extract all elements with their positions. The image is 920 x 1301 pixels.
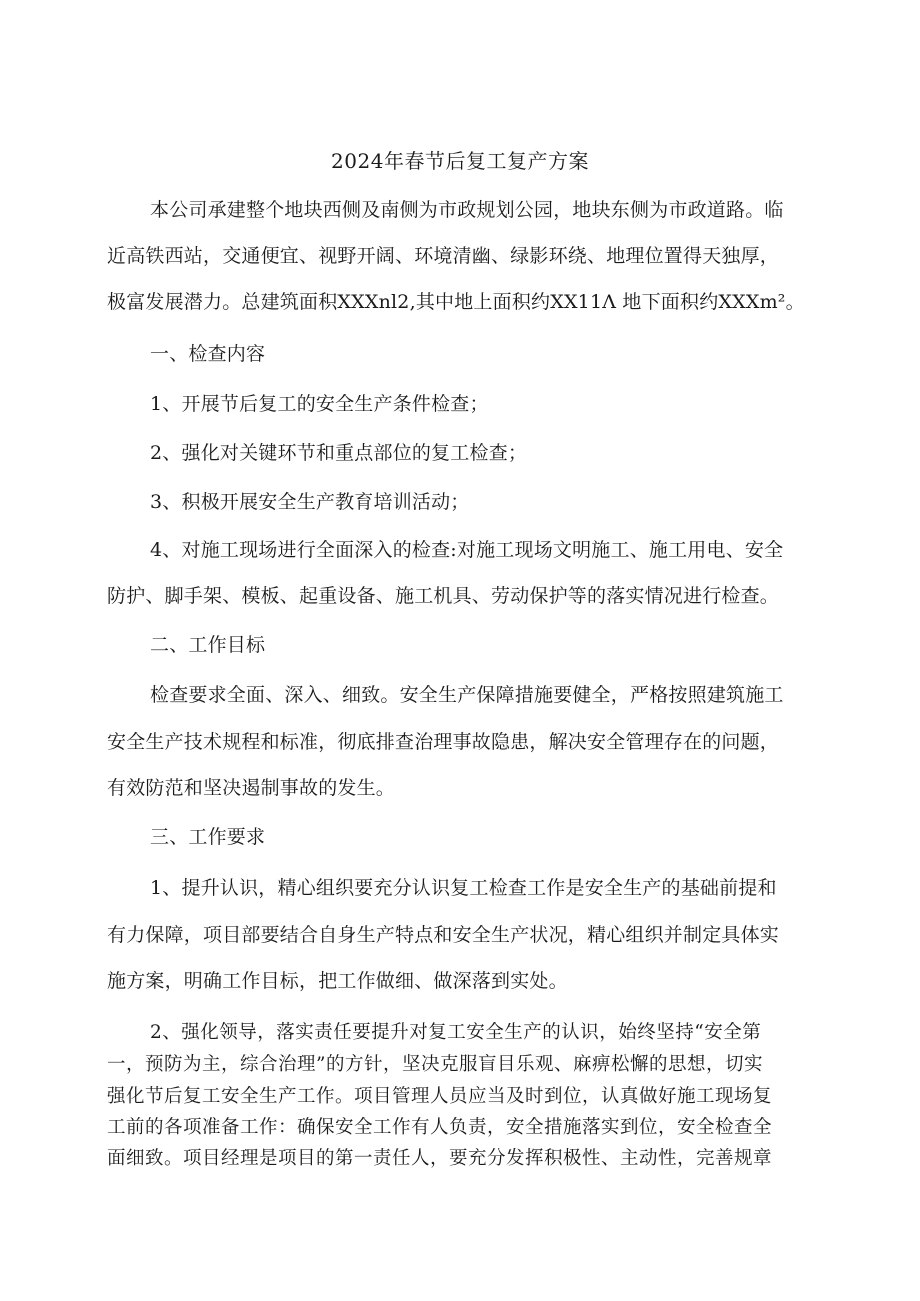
list-item: 4、对施工现场进行全面深入的检查:对施工现场文明施工、施工用电、安全 [150, 539, 784, 561]
paragraph-line: 工前的各项准备工作：确保安全工作有人负责，安全措施落实到位，安全检查全 [107, 1117, 773, 1138]
list-item-continuation: 防护、脚手架、模板、起重设备、施工机具、劳动保护等的落实情况进行检查。 [107, 585, 780, 607]
section-heading: 二、工作目标 [150, 634, 266, 656]
paragraph-line: 有效防范和坚决遏制事故的发生。 [107, 777, 396, 799]
paragraph-line: 检查要求全面、深入、细致。安全生产保障措施要健全，严格按照建筑施工 [150, 684, 784, 706]
paragraph-line: 一，预防为主，综合治理”的方针，坚决克服盲目乐观、麻痹松懈的思想，切实 [107, 1054, 763, 1075]
paragraph-line: 1、提升认识，精心组织要充分认识复工检查工作是安全生产的基础前提和 [150, 877, 777, 899]
paragraph-line: 极富发展潜力。总建筑面积XXXnl2,其中地上面积约XX11Λ 地下面积约XXXm²。 [107, 291, 805, 313]
paragraph-line: 安全生产技术规程和标准，彻底排查治理事故隐患，解决安全管理存在的问题， [107, 731, 780, 753]
paragraph-line: 2、强化领导，落实责任要提升对复工安全生产的认识，始终坚持“安全第 [150, 1022, 762, 1043]
list-item: 3、积极开展安全生产教育培训活动； [150, 491, 470, 513]
paragraph-line: 强化节后复工安全生产工作。项目管理人员应当及时到位，认真做好施工现场复 [107, 1086, 773, 1107]
section-heading: 三、工作要求 [150, 826, 266, 848]
paragraph-line: 有力保障，项目部要结合自身生产特点和安全生产状况，精心组织并制定具体实 [107, 924, 780, 946]
section-heading: 一、检查内容 [150, 343, 266, 365]
document-title: 2024年春节后复工复产方案 [331, 149, 589, 173]
paragraph-line: 本公司承建整个地块西侧及南侧为市政规划公园，地块东侧为市政道路。临 [150, 199, 784, 221]
paragraph-line: 施方案，明确工作目标，把工作做细、做深落到实处。 [107, 970, 568, 992]
list-item: 1、开展节后复工的安全生产条件检查； [150, 393, 489, 415]
list-item: 2、强化对关键环节和重点部位的复工检查； [150, 442, 528, 464]
paragraph-line: 面细致。项目经理是项目的第一责任人，要充分发挥积极性、主动性，完善规章 [107, 1148, 773, 1169]
paragraph-line: 近高铁西站，交通便宜、视野开阔、环境清幽、绿影环绕、地理位置得天独厚， [107, 245, 780, 267]
